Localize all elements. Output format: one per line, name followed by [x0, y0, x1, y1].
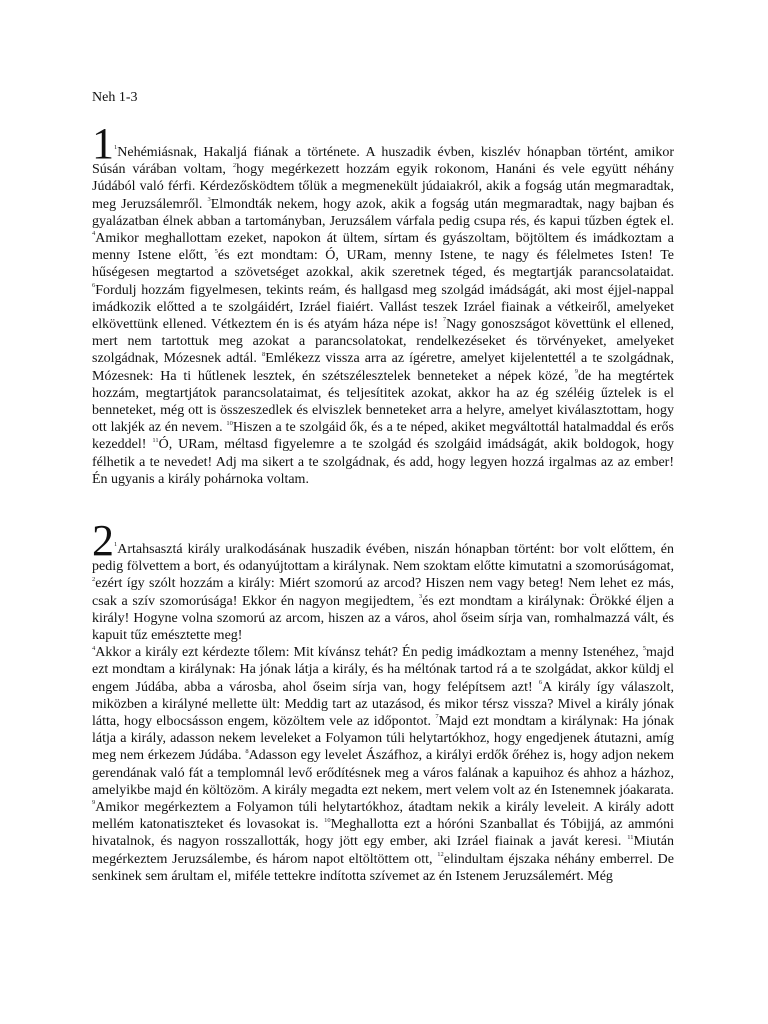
- verse-text: Majd ezt mondtam a királynak: Ha jónak látja a király, adasson nekem leveleket a Folyamon túli helytartókhoz, hogy engedjenek átutazni, amíg meg nem érkezem Júdába.: [92, 714, 674, 764]
- verse-text: Miután megérkeztem Jeruzsálembe, és három napot eltöltöttem ott,: [92, 834, 674, 867]
- verse-number: 4: [92, 644, 96, 652]
- verse-number: 2: [232, 161, 237, 169]
- verse-text: Elmondták nekem, hogy azok, akik a fogság után megmaradtak, nagy bajban és gyalázatban élnek abban a tartományban, Jeruzsálem várfala pedig csupa rés, és kapui tűzben égtek el.: [92, 196, 674, 229]
- verse-number: 11: [627, 833, 634, 841]
- verse-number: 6: [538, 678, 543, 686]
- verse-text: Akkor a király ezt kérdezte tőlem: Mit kívánsz tehát? Én pedig imádkoztam a menny Istenéhez,: [95, 645, 643, 661]
- verse-text: hogy megérkezett hozzám egyik rokonom, Hanáni és vele együtt néhány Júdából való férfi. Kérdezősködtem tőlük a megmenekült júdaiakról, akik a fogság után megmaradtak, meg Jeruzsálemről.: [92, 162, 674, 212]
- chapter-2: [92, 516, 675, 885]
- verse-number: 2: [92, 575, 96, 583]
- verse-text: Emlékezz vissza arra az ígéretre, amelyet kijelentettél a te szolgádnak, Mózesnek: Ha ti hűtlenek lesztek, én szétszélesztelek benneteket a népek közé,: [92, 351, 674, 384]
- verse-number: 4: [92, 230, 96, 238]
- verse-text: és ezt mondtam: Ó, URam, menny Istene, te nagy és félelmetes Isten! Te hűségesen megtartod a szövetséget azokkal, akik szeretnek téged, és megtartják parancsolataidat.: [92, 248, 674, 281]
- verse-number: 5: [214, 247, 218, 255]
- paragraph: [92, 644, 674, 885]
- verse-text: Artahsasztá király uralkodásának huszadik évében, niszán hónapban történt: bor volt előttem, én pedig fölvettem a bort, és odanyújtottam a királynak. Nem szoktam előtte kimutatni a szomorúságomat,: [92, 542, 674, 575]
- verse-number: 11: [152, 436, 159, 444]
- paragraph: [92, 119, 675, 488]
- verse-number: 10: [226, 419, 233, 427]
- verse-number: 7: [435, 713, 439, 721]
- chapter-1: [92, 119, 675, 488]
- verse-number: 10: [324, 816, 331, 824]
- verse-number: 1: [114, 144, 118, 152]
- verse-text: de ha megtértek hozzám, megtartjátok parancsolataimat, és teljesítitek azokat, akkor ha az ég széléig űztelek is el benneteket, még ott is összeszedlek és elviszlek benneteket arra a helyre, amelyet kiválasztottam, hogy ott lakjék az én nevem.: [92, 368, 675, 436]
- verse-number: 1: [114, 541, 118, 549]
- verse-text: Amikor megérkeztem a Folyamon túli helytartókhoz, átadtam nekik a király leveleit. A király adott mellém katonatiszteket és lovasokat is.: [92, 800, 674, 833]
- verse-text: Amikor meghallottam ezeket, napokon át ültem, sírtam és gyászoltam, böjtöltem és imádkoztam a menny Istene előtt,: [92, 231, 674, 264]
- verse-text: ezért így szólt hozzám a király: Miért szomorú az arcod? Hiszen nem vagy beteg! Nem lehet ez más, csak a szív szomorúsága! Ekkor én nagyon megijedtem,: [92, 576, 674, 609]
- paragraph: [92, 516, 675, 644]
- verse-text: Ó, URam, méltasd figyelemre a te szolgád és szolgáid imádságát, akik boldogok, hogy félhetik a te nevedet! Adj ma sikert a te szolgádnak, és add, hogy legyen hozzá irgalmas az az ember! Én ugyanis a király pohárnoka voltam.: [92, 437, 674, 487]
- verse-number: 8: [261, 350, 266, 358]
- verse-number: 3: [418, 592, 423, 600]
- verse-text: és ezt mondtam a királynak: Örökké éljen a király! Hogyne volna szomorú az arcom, hiszen az a város, ahol őseim sírja van, romhalmazzá vált, és kapuit tűz emésztette meg!: [92, 593, 675, 644]
- verse-number: 12: [437, 851, 444, 858]
- verse-number: 6: [92, 281, 96, 289]
- verse-text: Nagy gonoszságot követtünk el ellened, mert nem tartottuk meg azokat a parancsolatokat, rendelkezéseket és törvényeket, amelyeket szolgádnak, Mózesnek adtál.: [92, 317, 675, 367]
- verse-number: 7: [442, 316, 447, 324]
- verse-number: 3: [207, 195, 211, 203]
- running-head: Neh 1-3: [92, 90, 138, 105]
- verse-number: 8: [245, 747, 249, 755]
- chapter-number: 1: [92, 119, 114, 168]
- chapter-number: 2: [92, 516, 114, 565]
- verse-text: majd ezt mondtam a királynak: Ha jónak látja a király, és ha méltónak tartod rá a te szolgádat, akkor küldj el engem Júdába, abba a városba, ahol őseim sírja van, hogy felépítsem azt!: [92, 645, 674, 695]
- verse-number: 9: [574, 367, 579, 375]
- verse-text: A király így válaszolt, miközben a királyné mellette ült: Meddig tart az utazásod, és mikor térsz vissza? Mivel a király jónak látta, hogy elbocsásson engem, közöltem vele az időpontot.: [92, 679, 674, 730]
- verse-text: elindultam éjszaka néhány emberrel. De senkinek sem árultam el, miféle tettekre indította szívemet az én Istenem Jeruzsálemért. Még: [92, 851, 674, 884]
- verse-text: Fordulj hozzám figyelmesen, tekints reám, és hallgasd meg szolgád imádságát, aki most éjjel-nappal imádkozik előtted a te szolgáidért, Izráel fiaiért. Vallást teszek Izráel fiainak a vétkeiről, amelyeket elkövettünk ellened. Vétkeztem én is és atyám háza népe is!: [92, 282, 674, 333]
- verse-text: Meghallotta ezt a hóróni Szanballat és Tóbijjá, az ammóni hivatalnok, és nagyon rosszallották, hogy jött egy ember, aki Izráel fiainak a javát keresi.: [92, 817, 675, 850]
- verse-text: Nehémiásnak, Hakaljá fiának a története. A huszadik évben, kiszlév hónapban történt, amikor Súsán várában voltam,: [92, 145, 674, 178]
- verse-text: Hiszen a te szolgáid ők, és a te néped, akiket megváltottál hatalmaddal és erős kezeddel!: [92, 420, 674, 453]
- verse-number: 9: [92, 799, 96, 807]
- verse-number: 5: [642, 644, 646, 652]
- verse-text: Adasson egy levelet Ászáfhoz, a királyi erdők őréhez is, hogy adjon nekem gerendának való fát a templomnál levő erődítésnek meg a város falának a kapuihoz és ahhoz a házhoz, amelyikbe majd én költözöm. A király megadta ezt nekem, mert velem volt az én Istenemnek jóakarata.: [92, 748, 674, 798]
